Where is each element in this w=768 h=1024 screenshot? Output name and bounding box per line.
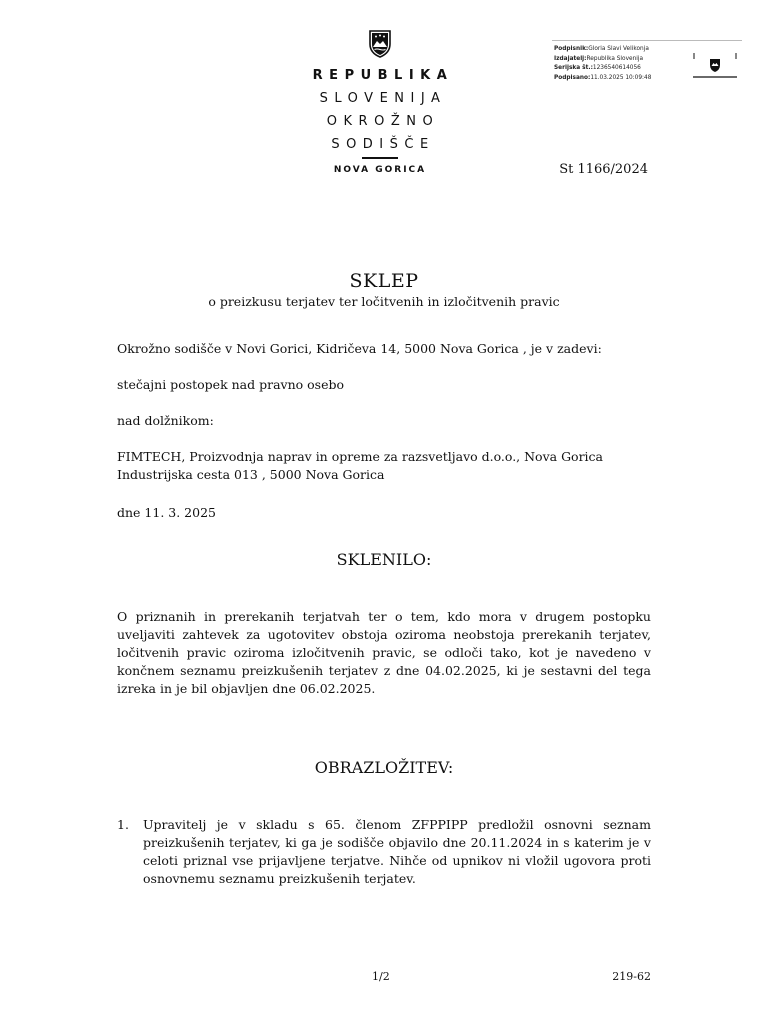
signature-signer: Podpisnik:Gloria Slavi Velikonja (554, 46, 649, 52)
page-number: 1/2 (372, 970, 390, 983)
document-title: SKLEP (349, 270, 419, 292)
reasoning-item-number: 1. (117, 817, 129, 832)
debtor-label: nad dolžnikom: (117, 413, 214, 428)
signature-serial: Serijska št.:1236540614056 (554, 65, 641, 71)
debtor-address: Industrijska cesta 013 , 5000 Nova Gorica (117, 467, 385, 482)
signature-box (552, 40, 742, 89)
reasoning-heading: OBRAZLOŽITEV: (314, 758, 454, 777)
signature-issuer: Izdajatelj:Republika Slovenija (554, 55, 644, 62)
document-subtitle: o preizkusu terjatev ter ločitvenih in izločitvenih pravic (208, 294, 560, 309)
court-logo (300, 30, 460, 175)
reasoning-item-text: Upravitelj je v skladu s 65. členom ZFPPIPP predložil osnovni seznam preizkušenih terjatev, ki ga je sodišče objavilo dne 20.11.2024 in s katerim je v celoti priznal vse prijavljene terjatve. Nihče od upnikov ni vložil ugovora proti osnovnemu seznamu preizkušenih terjatev. (143, 817, 651, 886)
logo-subtitle: NOVA GORICA (333, 164, 427, 175)
decision-heading: SKLENILO: (336, 550, 432, 569)
decision-date: dne 11. 3. 2025 (117, 505, 216, 520)
logo-line-4: SODIŠČE (331, 137, 435, 152)
logo-line-2: SLOVENIJA (319, 91, 447, 106)
logo-line-1: REPUBLIKA (312, 68, 454, 83)
procedure-paragraph: stečajni postopek nad pravno osebo (117, 377, 345, 392)
debtor-name: FIMTECH, Proizvodnja naprav in opreme za razsvetljavo d.o.o., Nova Gorica (117, 449, 604, 464)
logo-line-3: OKROŽNO (326, 114, 440, 129)
coat-of-arms-icon (692, 49, 738, 83)
case-number: St 1166/2024 (559, 162, 648, 177)
decision-text: O priznanih in prerekanih terjatvah ter o tem, kdo mora v drugem postopku uveljaviti zahtevek za ugotovitev obstoja oziroma neobstoja prerekanih terjatev, ločitvenih pravic oziroma izločitvenih pravic, se odloči tako, kot je navedeno v končnem seznamu preizkušenih terjatev z dne 04.02.2025, ki je sestavni del tega izreka in je bil objavljen dne 06.02.2025. (117, 609, 651, 696)
document-code: 219-62 (612, 970, 651, 983)
signature-date: Podpisano:11.03.2025 10:09:48 (554, 74, 652, 81)
coat-of-arms-icon (368, 30, 392, 58)
intro-paragraph: Okrožno sodišče v Novi Gorici, Kidričeva 14, 5000 Nova Gorica , je v zadevi: (117, 341, 602, 356)
logo-divider (362, 157, 398, 159)
